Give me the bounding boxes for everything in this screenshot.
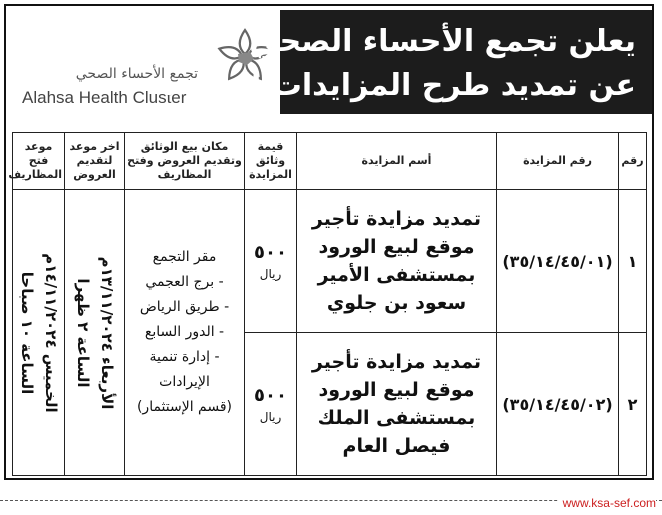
header-deadline: اخر موعد لتقديم العروض	[65, 133, 125, 190]
deadline-time: الساعة ٢ ظهرا	[73, 277, 92, 388]
row-value-cell	[245, 333, 297, 476]
row-rank: ٢	[619, 333, 647, 476]
place-line: - إدارة تنمية	[149, 349, 220, 365]
header-rank: رقم	[619, 133, 647, 190]
place-line: - برج العجمي	[145, 274, 224, 290]
announcement-header	[6, 6, 652, 124]
logo-name-arabic: تجمع الأحساء الصحي	[75, 66, 198, 82]
footer-url[interactable]: www.ksa-sef.com	[559, 496, 656, 510]
title-line-2: عن تمديد طرح المزايدات التالية:	[162, 68, 636, 103]
place-line: مقر التجمع	[152, 249, 217, 265]
deadline-cell	[65, 190, 125, 476]
bids-table	[8, 132, 647, 476]
header-value: قيمة وثائق المزايدة	[245, 133, 297, 190]
opening-date: الخميس ١٤/١١/٢٠٢٤م	[41, 252, 60, 413]
opening-time: الساعة ١٠ صباحا	[17, 271, 36, 394]
row-bid-name: تمديد مزايدة تأجير موقع لبيع الورود بمستشفى الملك فيصل العام	[297, 333, 497, 476]
place-line: - طريق الرياض	[139, 299, 230, 315]
row-value-cell	[245, 190, 297, 333]
row-bid-number: (٣٥/١٤/٤٥/٠٢)	[497, 333, 619, 476]
header-bid-number: رقم المزايدة	[497, 133, 619, 190]
table-row	[13, 190, 647, 333]
logo-name-english: Alahsa Health Cluster	[22, 88, 187, 107]
deadline-date: الأربعاء ١٣/١١/٢٠٢٤م	[97, 256, 116, 409]
row-currency: ريال	[259, 266, 282, 281]
row-value: ٥٠٠	[254, 384, 287, 406]
title-box	[162, 10, 652, 114]
title-line-1: يعلن تجمع الأحساء الصحي	[249, 24, 636, 59]
row-bid-name: تمديد مزايدة تأجير موقع لبيع الورود بمستشفى الأمير سعود بن جلوي	[297, 190, 497, 333]
place-cell	[125, 190, 245, 476]
header-bid-name: أسم المزايدة	[297, 133, 497, 190]
header-place: مكان بيع الوثائق وتقديم العروض وفتح المظاريف	[125, 133, 245, 190]
row-bid-number: (٣٥/١٤/٤٥/٠١)	[497, 190, 619, 333]
place-line: (قسم الإستثمار)	[136, 399, 233, 415]
table-header-row	[13, 133, 647, 190]
row-rank: ١	[619, 190, 647, 333]
header-opening: موعد فتح المظاريف	[13, 133, 65, 190]
row-value: ٥٠٠	[254, 241, 287, 263]
place-line: - الدور السابع	[144, 324, 225, 340]
row-currency: ريال	[259, 409, 282, 424]
opening-cell	[13, 190, 65, 476]
announcement-frame	[4, 4, 654, 480]
place-line: الإيرادات	[159, 374, 210, 390]
